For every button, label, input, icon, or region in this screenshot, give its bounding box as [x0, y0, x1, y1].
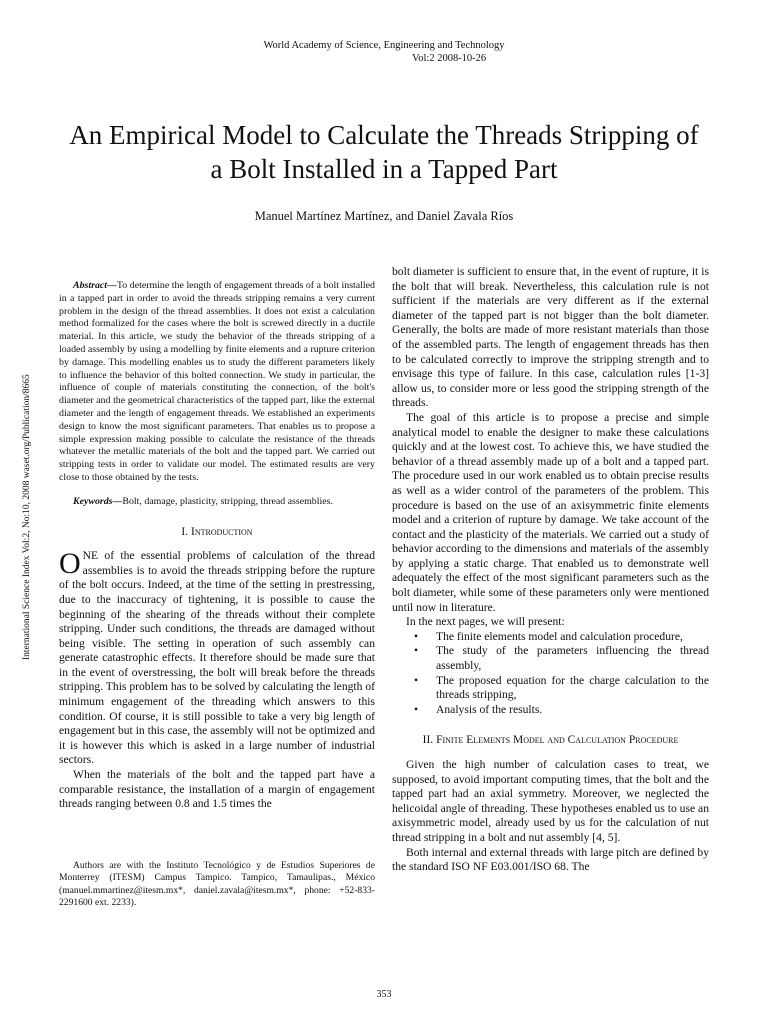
right-column	[392, 265, 709, 875]
right-paragraph-4: Given the high number of calculation cases to treat, we supposed, to avoid important computing times, that the bolt and the tapped part had an axial symmetry. Moreover, we neglected the helicoidal angle of threading. These hypotheses enabled us to use an axisymmetric model, already used by us for the calculation of nut thread stripping in a bolt and nut assembly [4, 5].	[392, 758, 709, 844]
section-number: II.	[422, 734, 434, 747]
sidebar-index-text: International Science Index Vol:2, No:10, 2008 waset.org/Publication/8665	[22, 374, 32, 660]
volume-date: Vol:2 2008-10-26	[412, 53, 487, 64]
right-paragraph-3: In the next pages, we will present:	[406, 615, 565, 629]
intro-paragraph-1: ONE of the essential problems of calculation of the thread assemblies is to avoid the threads stripping before the rupture of the bolt occurs. Indeed, at the time of the setting in prestressing, due to the inaccuracy of tightening, it is possible to cause the beginning of the shearing of the threads without their complete stripping. Under such conditions, the threads are damaged without being visible. The setting in operation of such assembly can generate catastrophic effects. It therefore should be made sure that in the event of overstressing, the bolt will break before the threads stripping. This problem has to be solved by calculating the length of minimum engagement of the threading which answers to this condition. Of course, it is still possible to take a very big length of engagement but in this case, the assembly will not be optimized and it is however this which is asked in a large number of industrial sectors.	[59, 547, 375, 767]
right-paragraph-2: The goal of this article is to propose a precise and simple analytical model to enable the designer to make these calculations quickly and at the lowest cost. To achieve this, we have studied the behavior of a thread assembly made up of a bolt and a tapped part. The procedure used in our work enabled us to obtain precise results as well as a wider control of the parameters of the problem. This procedure is based on the use of an axisymmetric finite elements model and a criterion of rupture by damage. We take account of the contact and the plasticity of the materials. We carried out a study of behavior according to the dimensions and materials of the assembly by applying a static charge. That enabled us to demonstrate well adequately the effect of the most significant parameters such as the bolt diameter, while some of these parameters only were mentioned until now in literature.	[392, 410, 709, 614]
keywords-text: Bolt, damage, plasticity, stripping, thread assemblies.	[122, 495, 333, 507]
section-title: Introduction	[190, 525, 253, 538]
page-number: 353	[376, 989, 392, 1000]
right-paragraph-5: Both internal and external threads with large pitch are defined by the standard ISO NF E03.001/ISO 68. The	[392, 845, 709, 874]
drop-cap: O	[59, 547, 81, 581]
journal-header: World Academy of Science, Engineering and Technology	[263, 40, 505, 51]
intro-paragraph-2: When the materials of the bolt and the tapped part have a comparable resistance, the installation of a margin of engagement threads ranging between 0.8 and 1.5 times the	[59, 768, 375, 811]
section-number: I.	[181, 525, 189, 538]
list-item: • The proposed equation for the charge calculation to the threads stripping,	[436, 674, 709, 703]
outline-list	[392, 630, 709, 718]
section-heading-fem	[392, 733, 709, 748]
author-line: Manuel Martínez Martínez, and Daniel Zavala Ríos	[254, 209, 514, 223]
left-column	[59, 280, 375, 909]
author-footnote: Authors are with the Instituto Tecnológico y de Estudios Superiores de Monterrey (ITESM) Campus Tampico. Tampico, Tamaulipas., México (manuel.mmartinez@itesm.mx*, daniel.zavala@itesm.mx*, phone: +52-833-2291600 ext. 2233).	[59, 859, 375, 909]
abstract-label: Abstract—	[73, 280, 117, 291]
right-paragraph-1: bolt diameter is sufficient to ensure that, in the event of rupture, it is the bolt that will break. Nevertheless, this calculation rule is not sufficient if the materials are very different as if the external diameter of the tapped part is not bigger than the bolt diameter. Generally, the bolts are made of more resistant materials than those of the assembled parts. The length of engagement threads has then to be calculated correctly to improve the stripping strength and to envisage this type of failure. In this case, calculation rules [1-3] allow us, to consider more or less good the stripping strength of the threads.	[392, 265, 709, 410]
abstract	[59, 280, 375, 485]
list-item: • The study of the parameters influencing the thread assembly,	[436, 644, 709, 673]
abstract-text: To determine the length of engagement threads of a bolt installed in a tapped part in order to avoid the threads stripping remains a very current problem in the design of the thread assemblies. It does not exist a calculation method formalized for the cases where the bolt is screwed directly in a ductile material. In this article, we study the behavior of the threads stripping of a loaded assembly by using a modelling by finite elements and a rupture criterion by damage. This modelling enables us to study the different parameters likely to influence the behavior of this bolted connection. We study in particular, the influence of couple of materials constituting the connection, of the bolt's diameter and the geometrical characteristics of the tapped part, like the external diameter and the length of engagement threads. We established an experiments design to know the most significant parameters. That enables us to propose a simple expression making possible to calculate the resistance of the threads whatever the metallic materials of the bolt and the tapped part. We carried out stripping tests in order to validate our model. The estimated results are very close to those obtained by the tests.	[59, 280, 375, 483]
list-item: • The finite elements model and calculation procedure,	[436, 630, 709, 645]
keywords	[59, 496, 375, 509]
section-title: Finite Elements Model and Calculation Procedure	[436, 734, 679, 747]
keywords-label: Keywords—	[73, 495, 123, 507]
list-item: • Analysis of the results.	[436, 703, 709, 718]
section-heading-introduction	[59, 525, 375, 540]
paper-title: An Empirical Model to Calculate the Threads Stripping of a Bolt Installed in a Tapped Part	[69, 120, 699, 184]
